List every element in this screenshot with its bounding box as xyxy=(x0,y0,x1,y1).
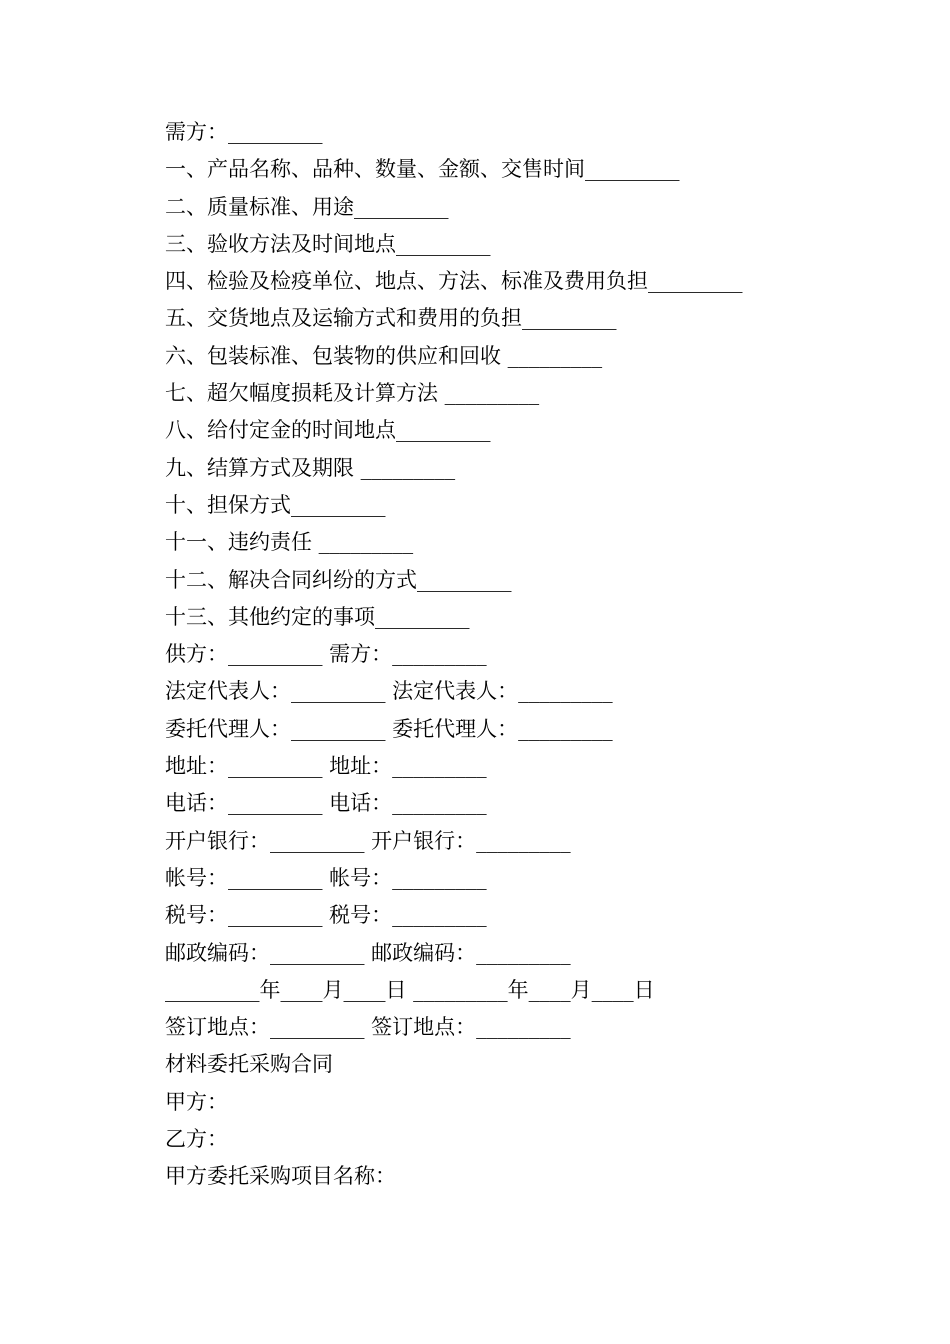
clause-6-packaging: 六、包装标准、包装物的供应和回收 _________ xyxy=(165,343,603,368)
clause-10-guarantee: 十、担保方式_________ xyxy=(165,492,386,517)
clause-7-loss: 七、超欠幅度损耗及计算方法 _________ xyxy=(165,381,540,406)
party-b-line: 乙方： xyxy=(165,1127,228,1152)
clause-5-delivery: 五、交货地点及运输方式和费用的负担_________ xyxy=(165,306,617,331)
signature-parties: 供方：_________ 需方：_________ xyxy=(165,642,487,667)
signature-legal-rep: 法定代表人：_________ 法定代表人：_________ xyxy=(165,679,613,704)
signature-postcode: 邮政编码：_________ 邮政编码：_________ xyxy=(165,940,571,965)
signature-bank: 开户银行：_________ 开户银行：_________ xyxy=(165,828,571,853)
signature-agent: 委托代理人：_________ 委托代理人：_________ xyxy=(165,716,613,741)
clause-13-other: 十三、其他约定的事项_________ xyxy=(165,604,470,629)
document-body xyxy=(165,114,865,1196)
demand-party-line: 需方：_________ xyxy=(165,120,323,144)
clause-11-liability: 十一、违约责任 _________ xyxy=(165,530,414,555)
clause-12-dispute: 十二、解决合同纠纷的方式_________ xyxy=(165,567,512,592)
signature-tax-id: 税号：_________ 税号：_________ xyxy=(165,903,487,928)
signature-address: 地址：_________ 地址：_________ xyxy=(165,754,487,779)
clause-3-acceptance: 三、验收方法及时间地点_________ xyxy=(165,231,491,256)
contract-title: 材料委托采购合同 xyxy=(165,1052,333,1077)
clause-8-deposit: 八、给付定金的时间地点_________ xyxy=(165,418,491,443)
signature-phone: 电话：_________ 电话：_________ xyxy=(165,791,487,816)
clause-1-product: 一、产品名称、品种、数量、金额、交售时间_________ xyxy=(165,157,680,182)
clause-9-settlement: 九、结算方式及期限 _________ xyxy=(165,455,456,480)
signature-date: _________年____月____日 _________年____月____日 xyxy=(165,977,655,1002)
signature-place: 签订地点：_________ 签订地点：_________ xyxy=(165,1015,571,1040)
clause-4-inspection: 四、检验及检疫单位、地点、方法、标准及费用负担_________ xyxy=(165,269,743,294)
party-a-line: 甲方： xyxy=(165,1089,228,1114)
project-name-line: 甲方委托采购项目名称： xyxy=(165,1164,396,1189)
clause-2-quality: 二、质量标准、用途_________ xyxy=(165,194,449,219)
signature-account: 帐号：_________ 帐号：_________ xyxy=(165,865,487,890)
